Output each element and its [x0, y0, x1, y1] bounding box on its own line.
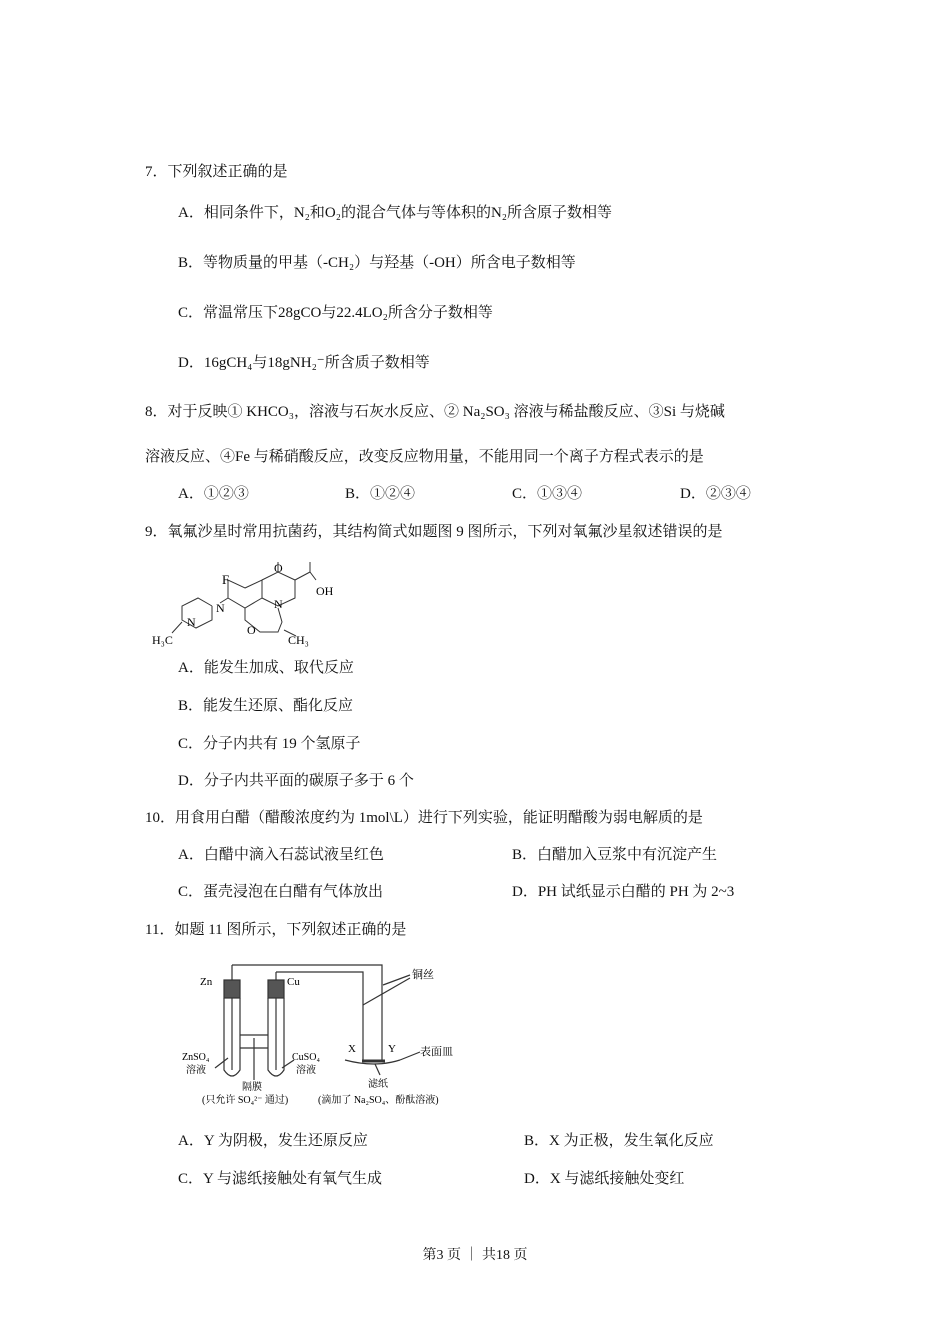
atom-n: N [216, 601, 225, 615]
label-y: Y [388, 1043, 396, 1055]
question-stem: 7．下列叙述正确的是 [145, 164, 288, 180]
atom-o: O [247, 623, 256, 637]
label-copper-wire: 铜丝 [412, 969, 434, 981]
label-znso4: ZnSO₄ [182, 1052, 210, 1063]
option-a: A．Y 为阴极，发生还原反应 [178, 1133, 368, 1149]
label-cuso4: CuSO₄ [292, 1052, 320, 1063]
question-stem-line2: 溶液反应、④Fe 与稀硝酸反应，改变反应物用量，不能用同一个离子方程式表示的是 [145, 449, 704, 465]
atom-o: O [274, 561, 283, 575]
atom-n: N [187, 615, 196, 629]
label-filter-paper: 滤纸 [368, 1079, 388, 1090]
electrochemical-cell-figure [170, 960, 470, 1110]
option-b: B．能发生还原、酯化反应 [178, 698, 354, 714]
option-a: A．能发生加成、取代反应 [178, 660, 354, 676]
option-a: A．相同条件下，N₂和O₂的混合气体与等体积的N₂所含原子数相等 [178, 205, 613, 221]
page-footer: 第3 页 ｜ 共18 页 [422, 1248, 528, 1263]
option-c: C．Y 与滤纸接触处有氧气生成 [178, 1171, 383, 1187]
option-a: A．白醋中滴入石蕊试液呈红色 [178, 847, 384, 863]
question-stem: 9．氧氟沙星时常用抗菌药，其结构简式如题图 9 图所示，下列对氧氟沙星叙述错误的是 [145, 524, 723, 540]
option-d: D．PH 试纸显示白醋的 PH 为 2~3 [512, 884, 735, 900]
label-x: X [348, 1043, 356, 1055]
question-stem: 10．用食用白醋（醋酸浓度约为 1mol\L）进行下列实验，能证明醋酸为弱电解质的是 [145, 810, 703, 826]
option-c: C．分子内共有 19 个氢原子 [178, 736, 361, 752]
label-znso4-solution: 溶液 [186, 1065, 206, 1076]
question-stem-line1: 8．对于反映① KHCO₃，溶液与石灰水反应、② Na₂SO₃ 溶液与稀盐酸反应、③Si 与烧碱 [145, 404, 725, 420]
option-b: B．X 为正极，发生氧化反应 [524, 1133, 714, 1149]
option-b: B．白醋加入豆浆中有沉淀产生 [512, 847, 718, 863]
label-membrane: 隔膜 [242, 1082, 262, 1093]
option-a: A．①②③ [178, 486, 249, 502]
label-membrane-note: (只允许 SO₄²⁻ 通过) [202, 1095, 289, 1106]
label-zn: Zn [200, 976, 213, 988]
option-d: D．分子内共平面的碳原子多于 6 个 [178, 773, 414, 789]
label-filter-note: (滴加了 Na₂SO₄、酚酞溶液) [318, 1095, 439, 1106]
option-b: B．①②④ [345, 486, 416, 502]
atom-n: N [274, 597, 283, 611]
label-cuso4-solution: 溶液 [296, 1065, 316, 1076]
option-d: D．X 与滤纸接触处变红 [524, 1171, 685, 1187]
label-watch-glass: 表面皿 [420, 1046, 453, 1058]
option-d: D．16gCH₄与18gNH₂⁻所含质子数相等 [178, 355, 430, 371]
ofloxacin-structure [150, 560, 350, 650]
group-oh: OH [316, 584, 334, 598]
group-ch3: CH₃ [288, 633, 309, 647]
group-h3c: H₃C [152, 633, 173, 647]
option-d: D．②③④ [680, 486, 751, 502]
atom-f: F [222, 572, 230, 587]
option-b: B．等物质量的甲基（-CH₂）与羟基（-OH）所含电子数相等 [178, 255, 576, 271]
label-cu: Cu [287, 976, 300, 988]
option-c: C．蛋壳浸泡在白醋有气体放出 [178, 884, 384, 900]
option-c: C．常温常压下28gCO与22.4LO₂所含分子数相等 [178, 305, 493, 321]
option-c: C．①③④ [512, 486, 583, 502]
question-stem: 11．如题 11 图所示，下列叙述正确的是 [145, 922, 407, 938]
